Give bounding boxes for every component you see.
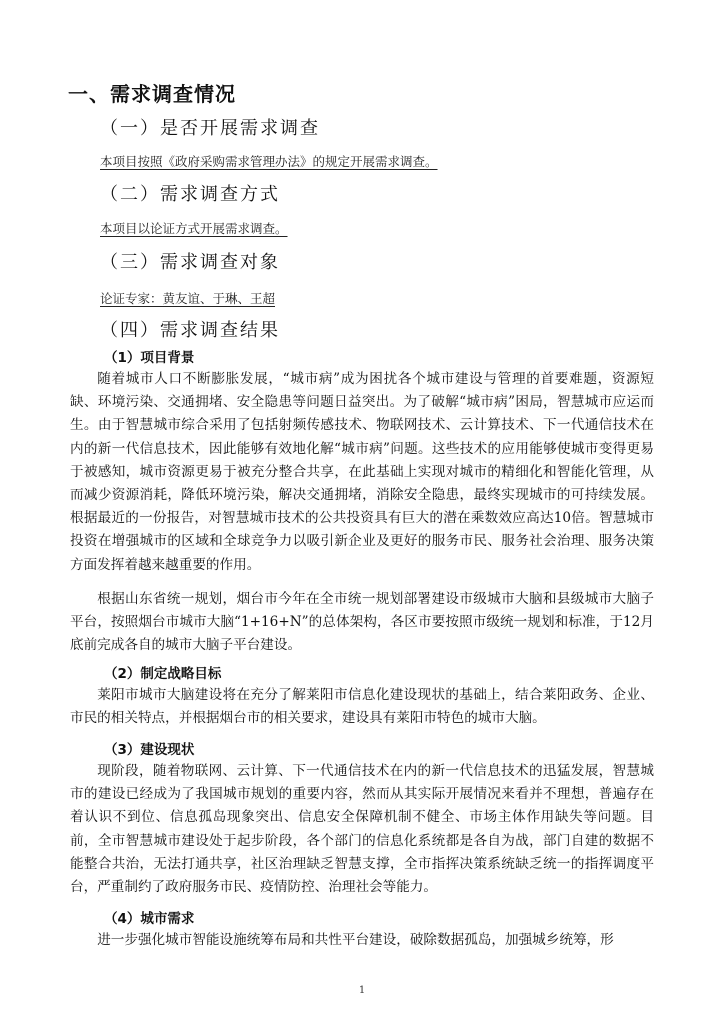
paragraph-current-status: 现阶段，随着物联网、云计算、下一代通信技术在内的新一代信息技术的迅猛发展，智慧城市的建设已经成为了我国城市规划的重要内容，然而从其实际开展情况来看并不理想，普遍存在着认识不到位、信息孤岛现象突出、信息安全保障机制不健全、市场主体作用缺失等问题。目前，全市智慧城市建设处于起步阶段，各个部门的信息化系统都是各自为战，部门自建的数据不能整合共治，无法打通共享，社区治理缺乏智慧支撑，全市指挥决策系统缺乏统一的指挥调度平台，严重制约了政府服务市民、疫情防控、治理社会等能力。 [70,763,654,896]
page-number: 1 [358,985,366,996]
item-title-current-status: （3）建设现状 [104,742,195,758]
item-title-city-needs: （4）城市需求 [104,911,195,927]
survey-subjects-note: 论证专家：黄友谊、于琳、王超 [100,291,276,306]
paragraph-city-needs: 进一步强化城市智能设施统筹布局和共性平台建设，破除数据孤岛，加强城乡统筹，形 [97,932,614,948]
item-title-project-background: （1）项目背景 [104,350,195,366]
survey-method-note: 本项目以论证方式开展需求调查。 [100,221,288,236]
item-title-strategic-goals: （2）制定战略目标 [104,666,222,682]
section-heading: 一、需求调查情况 [68,82,236,106]
paragraph-background-2: 根据山东省统一规划，烟台市今年在全市统一规划部署建设市级城市大脑和县级城市大脑子平台，按照烟台市城市大脑“1+16+N”的总体架构，各区市要按照市级统一规划和标准，于12月底前完成各自的城市大脑子平台建设。 [70,591,654,654]
subsection-heading-survey-method: （二）需求调查方式 [100,184,280,205]
subsection-heading-survey-conducted: （一）是否开展需求调查 [100,118,320,139]
paragraph-strategic-goals: 莱阳市城市大脑建设将在充分了解莱阳市信息化建设现状的基础上，结合莱阳政务、企业、市民的相关特点，并根据烟台市的相关要求，建设具有莱阳市特色的城市大脑。 [70,687,654,727]
subsection-heading-survey-subjects: （三）需求调查对象 [100,252,280,273]
survey-conducted-note: 本项目按照《政府采购需求管理办法》的规定开展需求调查。 [100,154,438,169]
subsection-heading-survey-results: （四）需求调查结果 [100,320,280,341]
paragraph-background-1: 随着城市人口不断膨胀发展，“城市病”成为困扰各个城市建设与管理的首要难题，资源短缺、环境污染、交通拥堵、安全隐患等问题日益突出。为了破解“城市病”困局，智慧城市应运而生。由于智慧城市综合采用了包括射频传感技术、物联网技术、云计算技术、下一代通信技术在内的新一代信息技术，因此能够有效地化解“城市病”问题。这些技术的应用能够使城市变得更易于被感知，城市资源更易于被充分整合共享，在此基础上实现对城市的精细化和智能化管理，从而减少资源消耗，降低环境污染，解决交通拥堵，消除安全隐患，最终实现城市的可持续发展。根据最近的一份报告，对智慧城市技术的公共投资具有巨大的潜在乘数效应高达10倍。智慧城市投资在增强城市的区域和全球竞争力以吸引新企业及更好的服务市民、服务社会治理、服务决策方面发挥着越来越重要的作用。 [70,371,654,573]
